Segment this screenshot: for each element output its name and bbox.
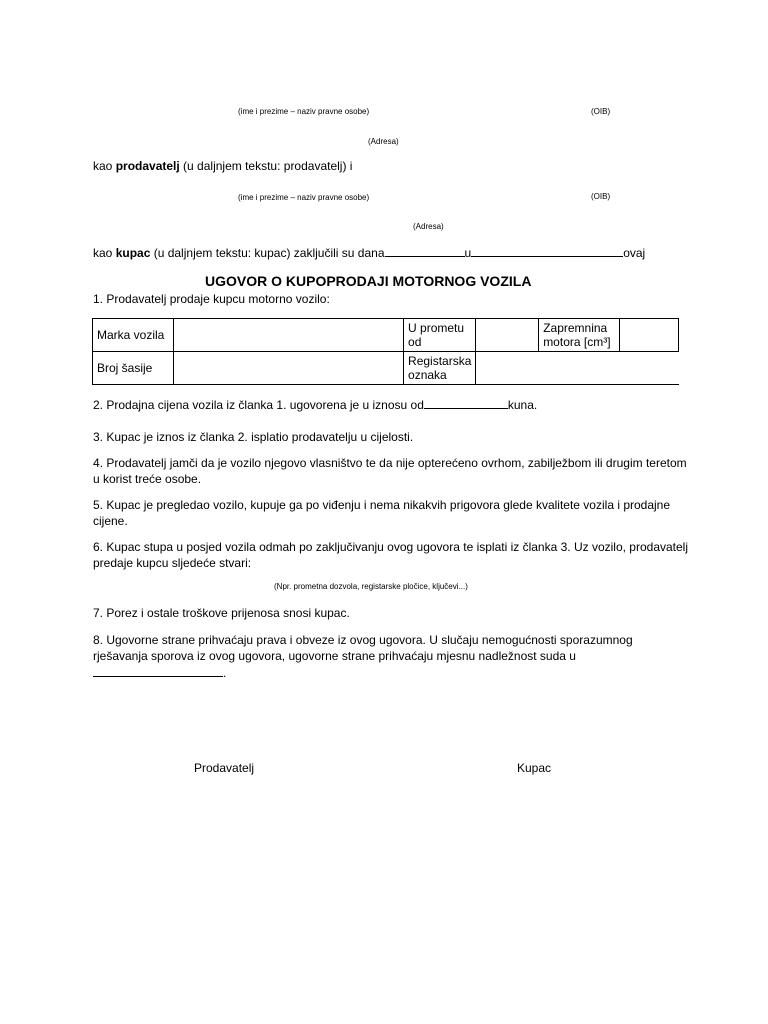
make-field[interactable] [173,319,403,352]
date-blank[interactable] [385,244,465,257]
clause-2-text: 2. Prodajna cijena vozila iz članka 1. ugovorena je u iznosu od [93,398,424,412]
seller-signature-label: Prodavatelj [194,761,255,775]
buyer-name-hint: (ime i prezime – naziv pravne osobe) [238,193,370,202]
buyer-role: kupac [115,246,151,260]
seller-name-hint: (ime i prezime – naziv pravne osobe) [238,107,370,116]
clause-8-text: 8. Ugovorne strane prihvaćaju prava i obveze iz ovog ugovora. U slučaju nemogućnosti sporazumnog rješavanja sporova iz ovog ugovora, ugovorne strane prihvaćaju mjesnu nadležnost suda u [93,633,633,663]
clause-2 [93,396,537,413]
clause-1: 1. Prodavatelj prodaje kupcu motorno vozilo: [93,292,330,306]
seller-line-suffix: (u daljnjem tekstu: prodavatelj) i [179,159,353,173]
clause-3: 3. Kupac je iznos iz članka 2. isplatio prodavatelju u cijelosti. [93,430,414,444]
place-blank[interactable] [471,244,623,257]
table-row [93,352,679,385]
clause-6-hint: (Npr. prometna dozvola, registarske pločice, ključevi...) [274,582,468,591]
displacement-field[interactable] [620,319,679,352]
clause-4: 4. Prodavatelj jamči da je vozilo njegovo vlasništvo te da nije opterećeno ovrhom, zabilježbom ili drugim teretom u korist treće osobe. [93,456,687,486]
table-row [93,319,679,352]
registration-field[interactable] [476,352,679,385]
make-label: Marka vozila [93,319,174,352]
chassis-label: Broj šasije [93,352,174,385]
seller-role-line [93,158,352,174]
buyer-address-hint: (Adresa) [413,222,444,231]
clause-6: 6. Kupac stupa u posjed vozila odmah po zaključivanju ovog ugovora te isplati iz članka 3. Uz vozilo, prodavatelj predaje kupcu sljedeće stvari: [93,540,689,570]
in-traffic-label: U prometu od [404,319,476,352]
registration-label: Registarska oznaka [404,352,476,385]
seller-oib-hint: (OIB) [591,107,611,116]
clause-8-end: . [223,666,227,680]
clause-7: 7. Porez i ostale troškove prijenosa snosi kupac. [93,606,350,620]
clause-5: 5. Kupac je pregledao vozilo, kupuje ga po viđenju i nema nikakvih prigovora glede kvalitete vozila i prodajne cijene. [93,498,671,528]
contract-title: UGOVOR O KUPOPRODAJI MOTORNOG VOZILA [205,273,532,289]
buyer-line-u: u [464,246,472,260]
buyer-oib-hint: (OIB) [591,192,611,201]
vehicle-table [92,318,679,385]
chassis-field[interactable] [173,352,403,385]
buyer-line-end: ovaj [623,246,646,260]
buyer-line-mid: (u daljnjem tekstu: kupac) zaključili su dana [150,246,385,260]
clause-8 [93,632,688,681]
displacement-label: Zapremnina motora [cm³] [539,319,620,352]
buyer-signature-label: Kupac [517,761,552,775]
price-blank[interactable] [424,396,508,409]
buyer-line-prefix: kao [93,246,116,260]
clause-2-currency: kuna. [507,398,538,412]
buyer-role-line [93,244,645,261]
seller-address-hint: (Adresa) [368,137,399,146]
in-traffic-field[interactable] [476,319,539,352]
seller-line-prefix: kao [93,159,116,173]
court-place-blank[interactable] [93,664,223,677]
seller-role: prodavatelj [115,159,180,173]
